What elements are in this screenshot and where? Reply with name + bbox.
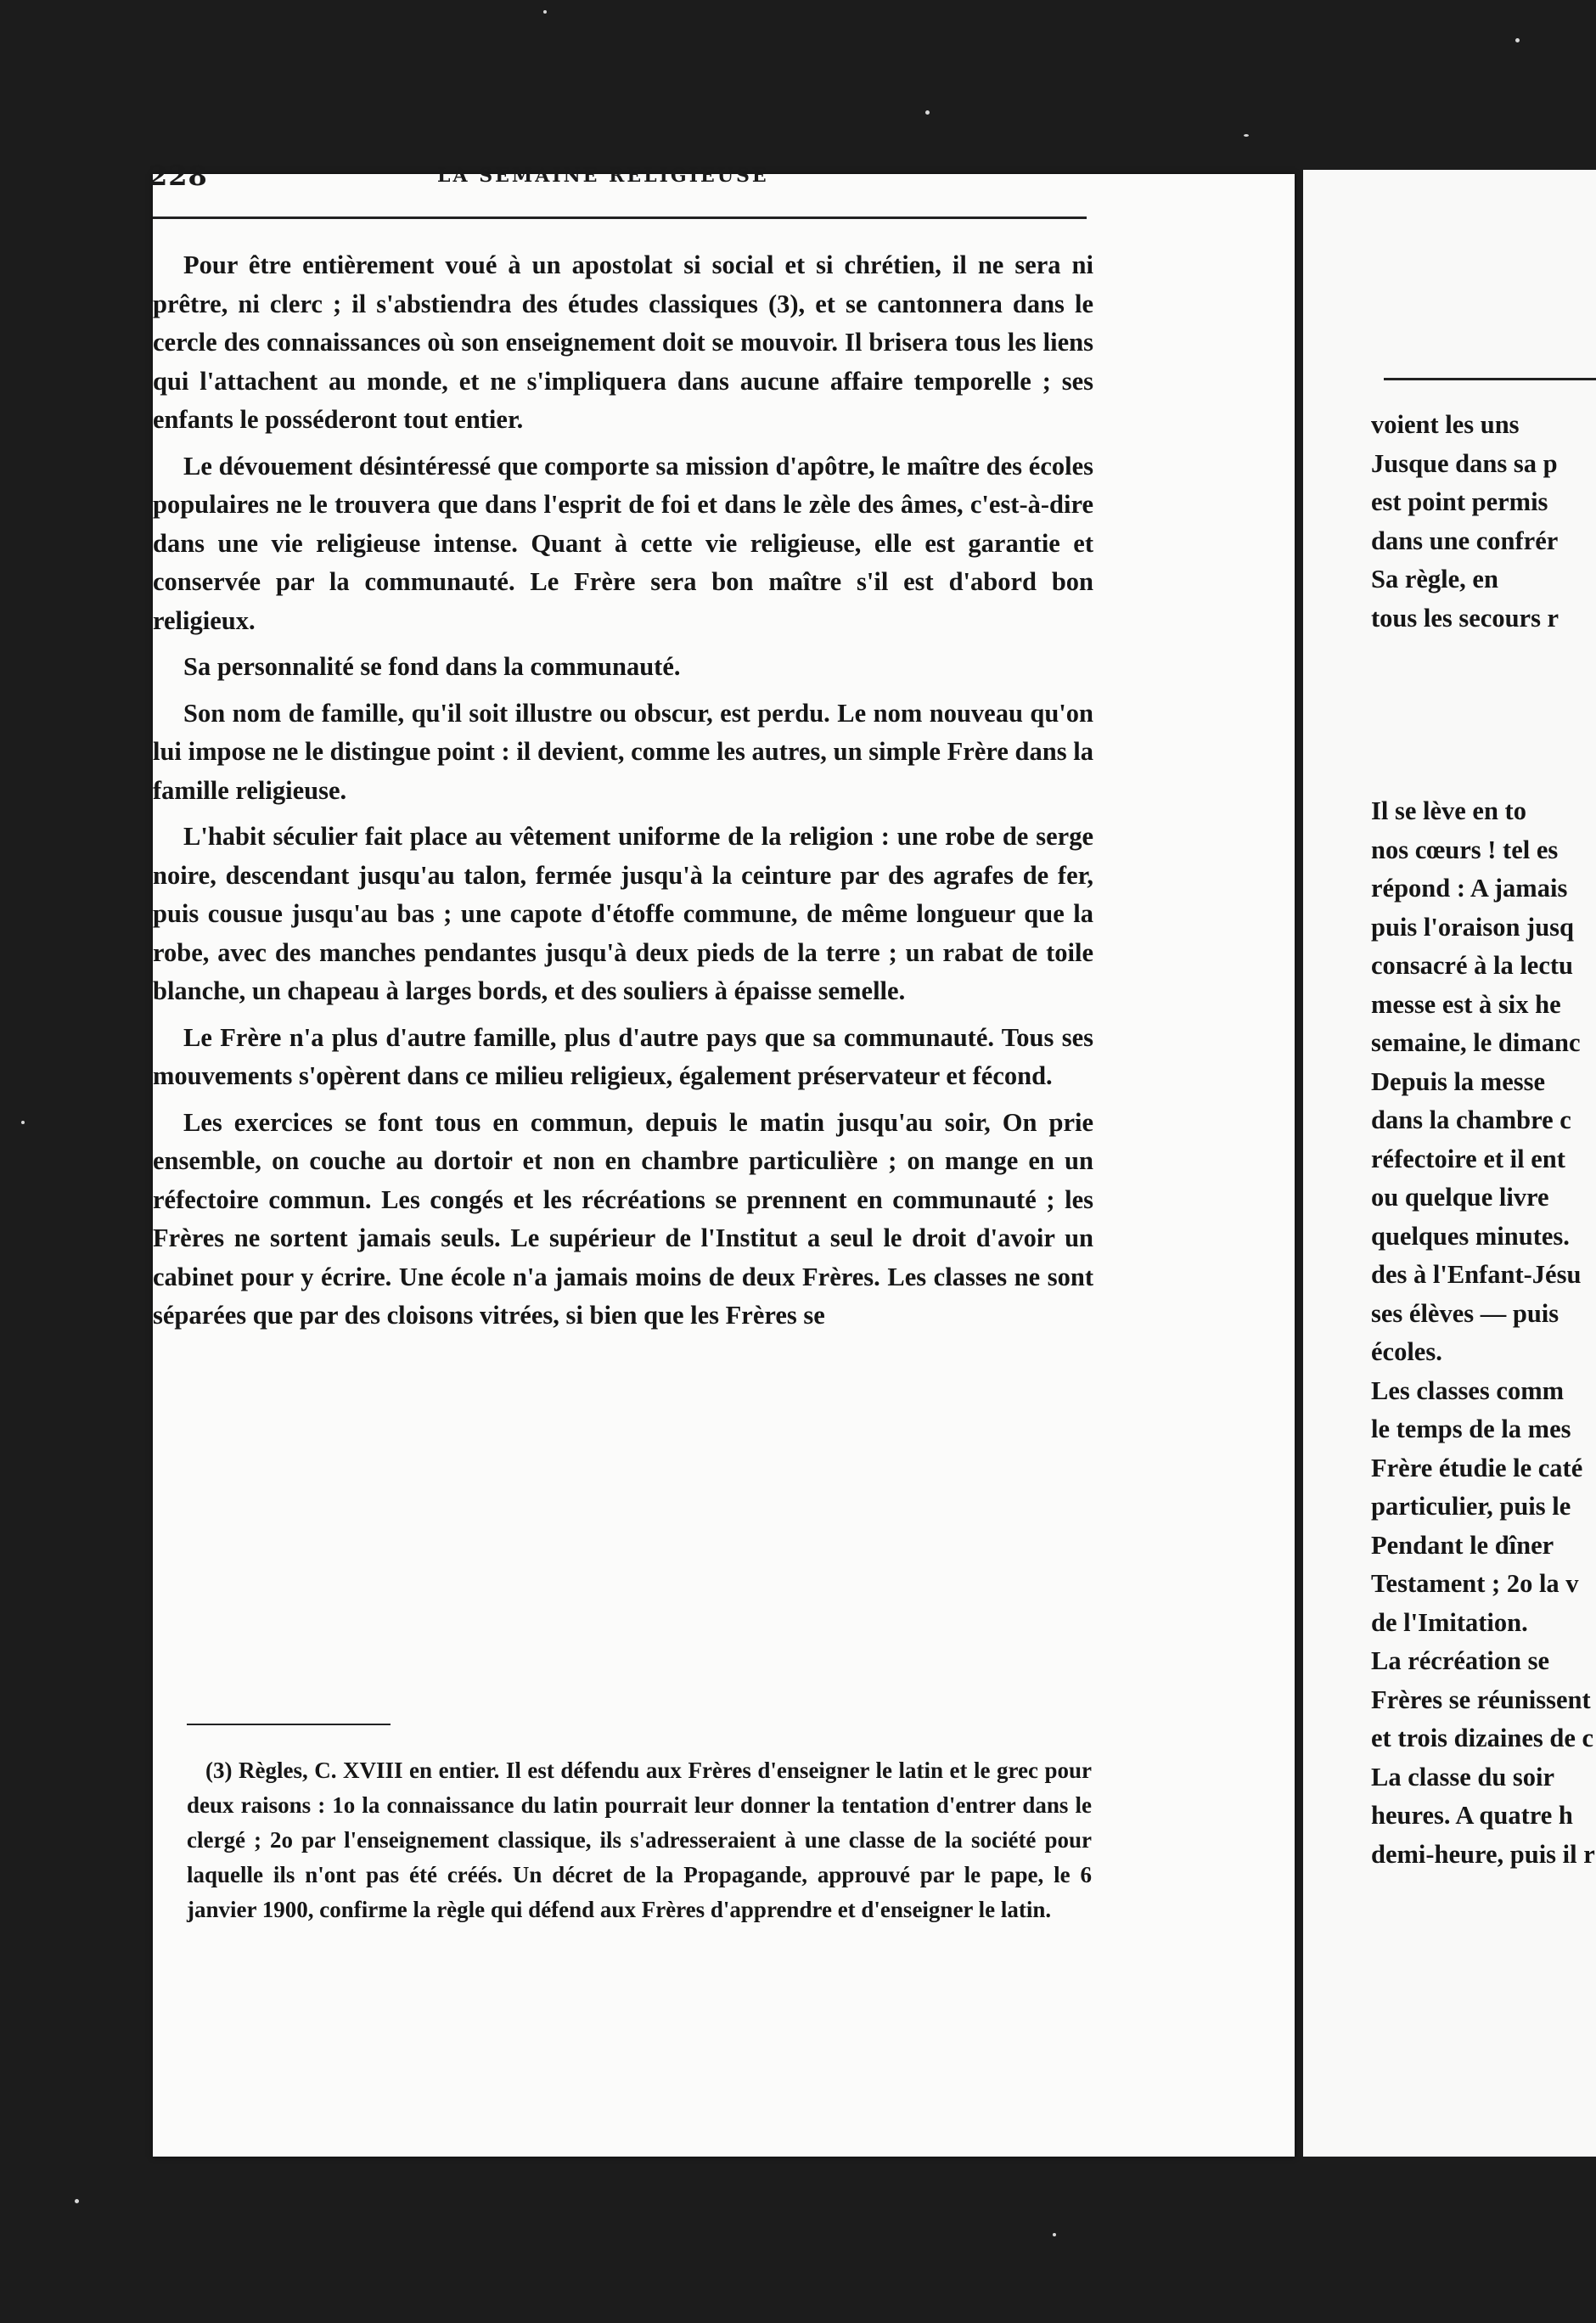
footnote-rule [187,1724,391,1725]
right-page-line: Pendant le dîner [1371,1530,1554,1560]
right-page-line: écoles. [1371,1337,1442,1366]
right-page-line: consacré à la lectu [1371,951,1573,980]
paragraph: Le dévouement désintéressé que comporte sa mission d'apôtre, le maître des écoles populaires ne le trouvera que dans l'esprit de foi et dans le zèle des âmes, c'est-à-dire dans une vie religieuse intense. Quant à cette vie religieuse, elle est garantie et conservée par la communauté. Le Frère sera bon maître s'il est d'abord bon religieux. [153,451,1093,635]
right-page-line: est point permis [1371,487,1548,516]
paragraph: Son nom de famille, qu'il soit illustre ou obscur, est perdu. Le nom nouveau qu'on lui impose ne le distingue point : il devient, comme les autres, un simple Frère dans la famille religieuse. [153,698,1093,805]
right-page-line: Les classes comm [1371,1375,1565,1405]
scan-speck [75,2199,79,2203]
right-page-line: heures. A quatre h [1371,1801,1573,1830]
scan-speck [1053,2233,1056,2236]
paragraph: Pour être entièrement voué à un apostolat si social et si chrétien, il ne sera ni prêtre, ni clerc ; il s'abstiendra des études classiques (3), et se cantonnera dans le cercle des connaissances où son enseignement doit se mouvoir. Il brisera tous les liens qui l'attachent au monde, et ne s'impliquera dans aucune affaire temporelle ; ses enfants le posséderont tout entier. [153,250,1093,434]
body-text [153,246,1093,1343]
right-page-line: dans une confrér [1371,526,1559,555]
right-page-line: messe est à six he [1371,989,1561,1019]
right-header-rule [1384,378,1596,380]
right-page-line: quelques minutes. [1371,1221,1570,1251]
right-page-line: Frère étudie le caté [1371,1453,1583,1482]
paragraph: Les exercices se font tous en commun, depuis le matin jusqu'au soir, On prie ensemble, on couche au dortoir et non en chambre particulière ; on mange en un réfectoire commun. Les congés et les récréations se prennent en communauté ; les Frères ne sortent jamais seuls. Le supérieur de l'Institut a seul le droit d'avoir un cabinet pour y écrire. Une école n'a jamais moins de deux Frères. Les classes ne sont séparées que par des cloisons vitrées, si bien que les Frères se [153,1107,1093,1330]
scan-speck [1515,38,1520,42]
right-page-line: Il se lève en to [1371,796,1526,825]
right-page-line: puis l'oraison jusq [1371,912,1575,942]
right-page-line: Frères se réunissent [1371,1685,1591,1714]
running-title: LA SEMAINE RELIGIEUSE [437,165,769,187]
paragraph: L'habit séculier fait place au vêtement uniforme de la religion : une robe de serge noire, descendant jusqu'au talon, fermée jusqu'à la ceinture par des agrafes de fer, puis cousue jusqu'au bas ; une capote d'étoffe commune, de même longueur que la robe, avec des manches pendantes jusqu'à deux pieds de la terre ; un rabat de toile blanche, un chapeau à larges bords, et des souliers à épaisse semelle. [153,822,1093,1005]
right-page-line: Sa règle, en [1371,565,1498,593]
right-page-text [1371,406,1596,1874]
right-page-line: nos cœurs ! tel es [1371,835,1559,864]
right-page-line: ou quelque livre [1371,1183,1549,1212]
right-page-line: Jusque dans sa p [1371,448,1558,478]
right-page-line [1371,715,1596,754]
paragraph: Sa personnalité se fond dans la communauté. [183,652,681,681]
page-header [149,160,1082,194]
footnote-text: (3) Règles, C. XVIII en entier. Il est défendu aux Frères d'enseigner le latin et le grec pour deux raisons : 1o la connaissance du latin pourrait leur donner la tentation d'entrer dans le clergé ; 2o par l'enseignement classique, ils s'adresseraient à une classe de la société pour laquelle ils n'ont pas été créés. Un décret de la Propagande, approuvé par le pape, le 6 janvier 1900, confirme la règle qui défend aux Frères d'apprendre et d'enseigner le latin. [187,1758,1092,1922]
scan-speck [543,10,547,14]
right-page-line: tous les secours r [1371,603,1559,633]
scan-speck [1244,134,1249,137]
header-rule [153,217,1087,219]
right-page-line [1371,754,1596,793]
right-page-line [1371,638,1596,677]
right-page-line: réfectoire et il ent [1371,1144,1565,1173]
paragraph: Le Frère n'a plus d'autre famille, plus d'autre pays que sa communauté. Tous ses mouvements s'opèrent dans ce milieu religieux, également préservateur et fécond. [153,1022,1093,1090]
right-page-line: voient les uns [1371,410,1520,439]
right-page-line: semaine, le dimanc [1371,1028,1581,1057]
right-page-line: Depuis la messe [1371,1066,1546,1096]
right-page [1303,170,1596,2157]
right-page-line: demi-heure, puis il r [1371,1839,1595,1869]
right-page-line: le temps de la mes [1371,1415,1571,1443]
footnote [187,1753,1092,1927]
right-page-line: La récréation se [1371,1646,1550,1675]
right-page-line: de l'Imitation. [1371,1607,1528,1637]
page-number: 228 [149,160,208,192]
right-page-line: dans la chambre c [1371,1105,1571,1134]
scan-speck [925,110,930,115]
scan-speck [21,1121,25,1124]
right-page-line: des à l'Enfant-Jésu [1371,1260,1582,1289]
right-page-line: ses élèves — puis [1371,1298,1559,1328]
right-page-line: La classe du soir [1371,1762,1555,1791]
right-page-line: Testament ; 2o la v [1371,1569,1579,1598]
right-page-line: répond : A jamais [1371,874,1568,903]
right-page-line: particulier, puis le [1371,1492,1571,1521]
right-page-line [1371,677,1596,716]
right-page-line: et trois dizaines de c [1371,1724,1594,1752]
